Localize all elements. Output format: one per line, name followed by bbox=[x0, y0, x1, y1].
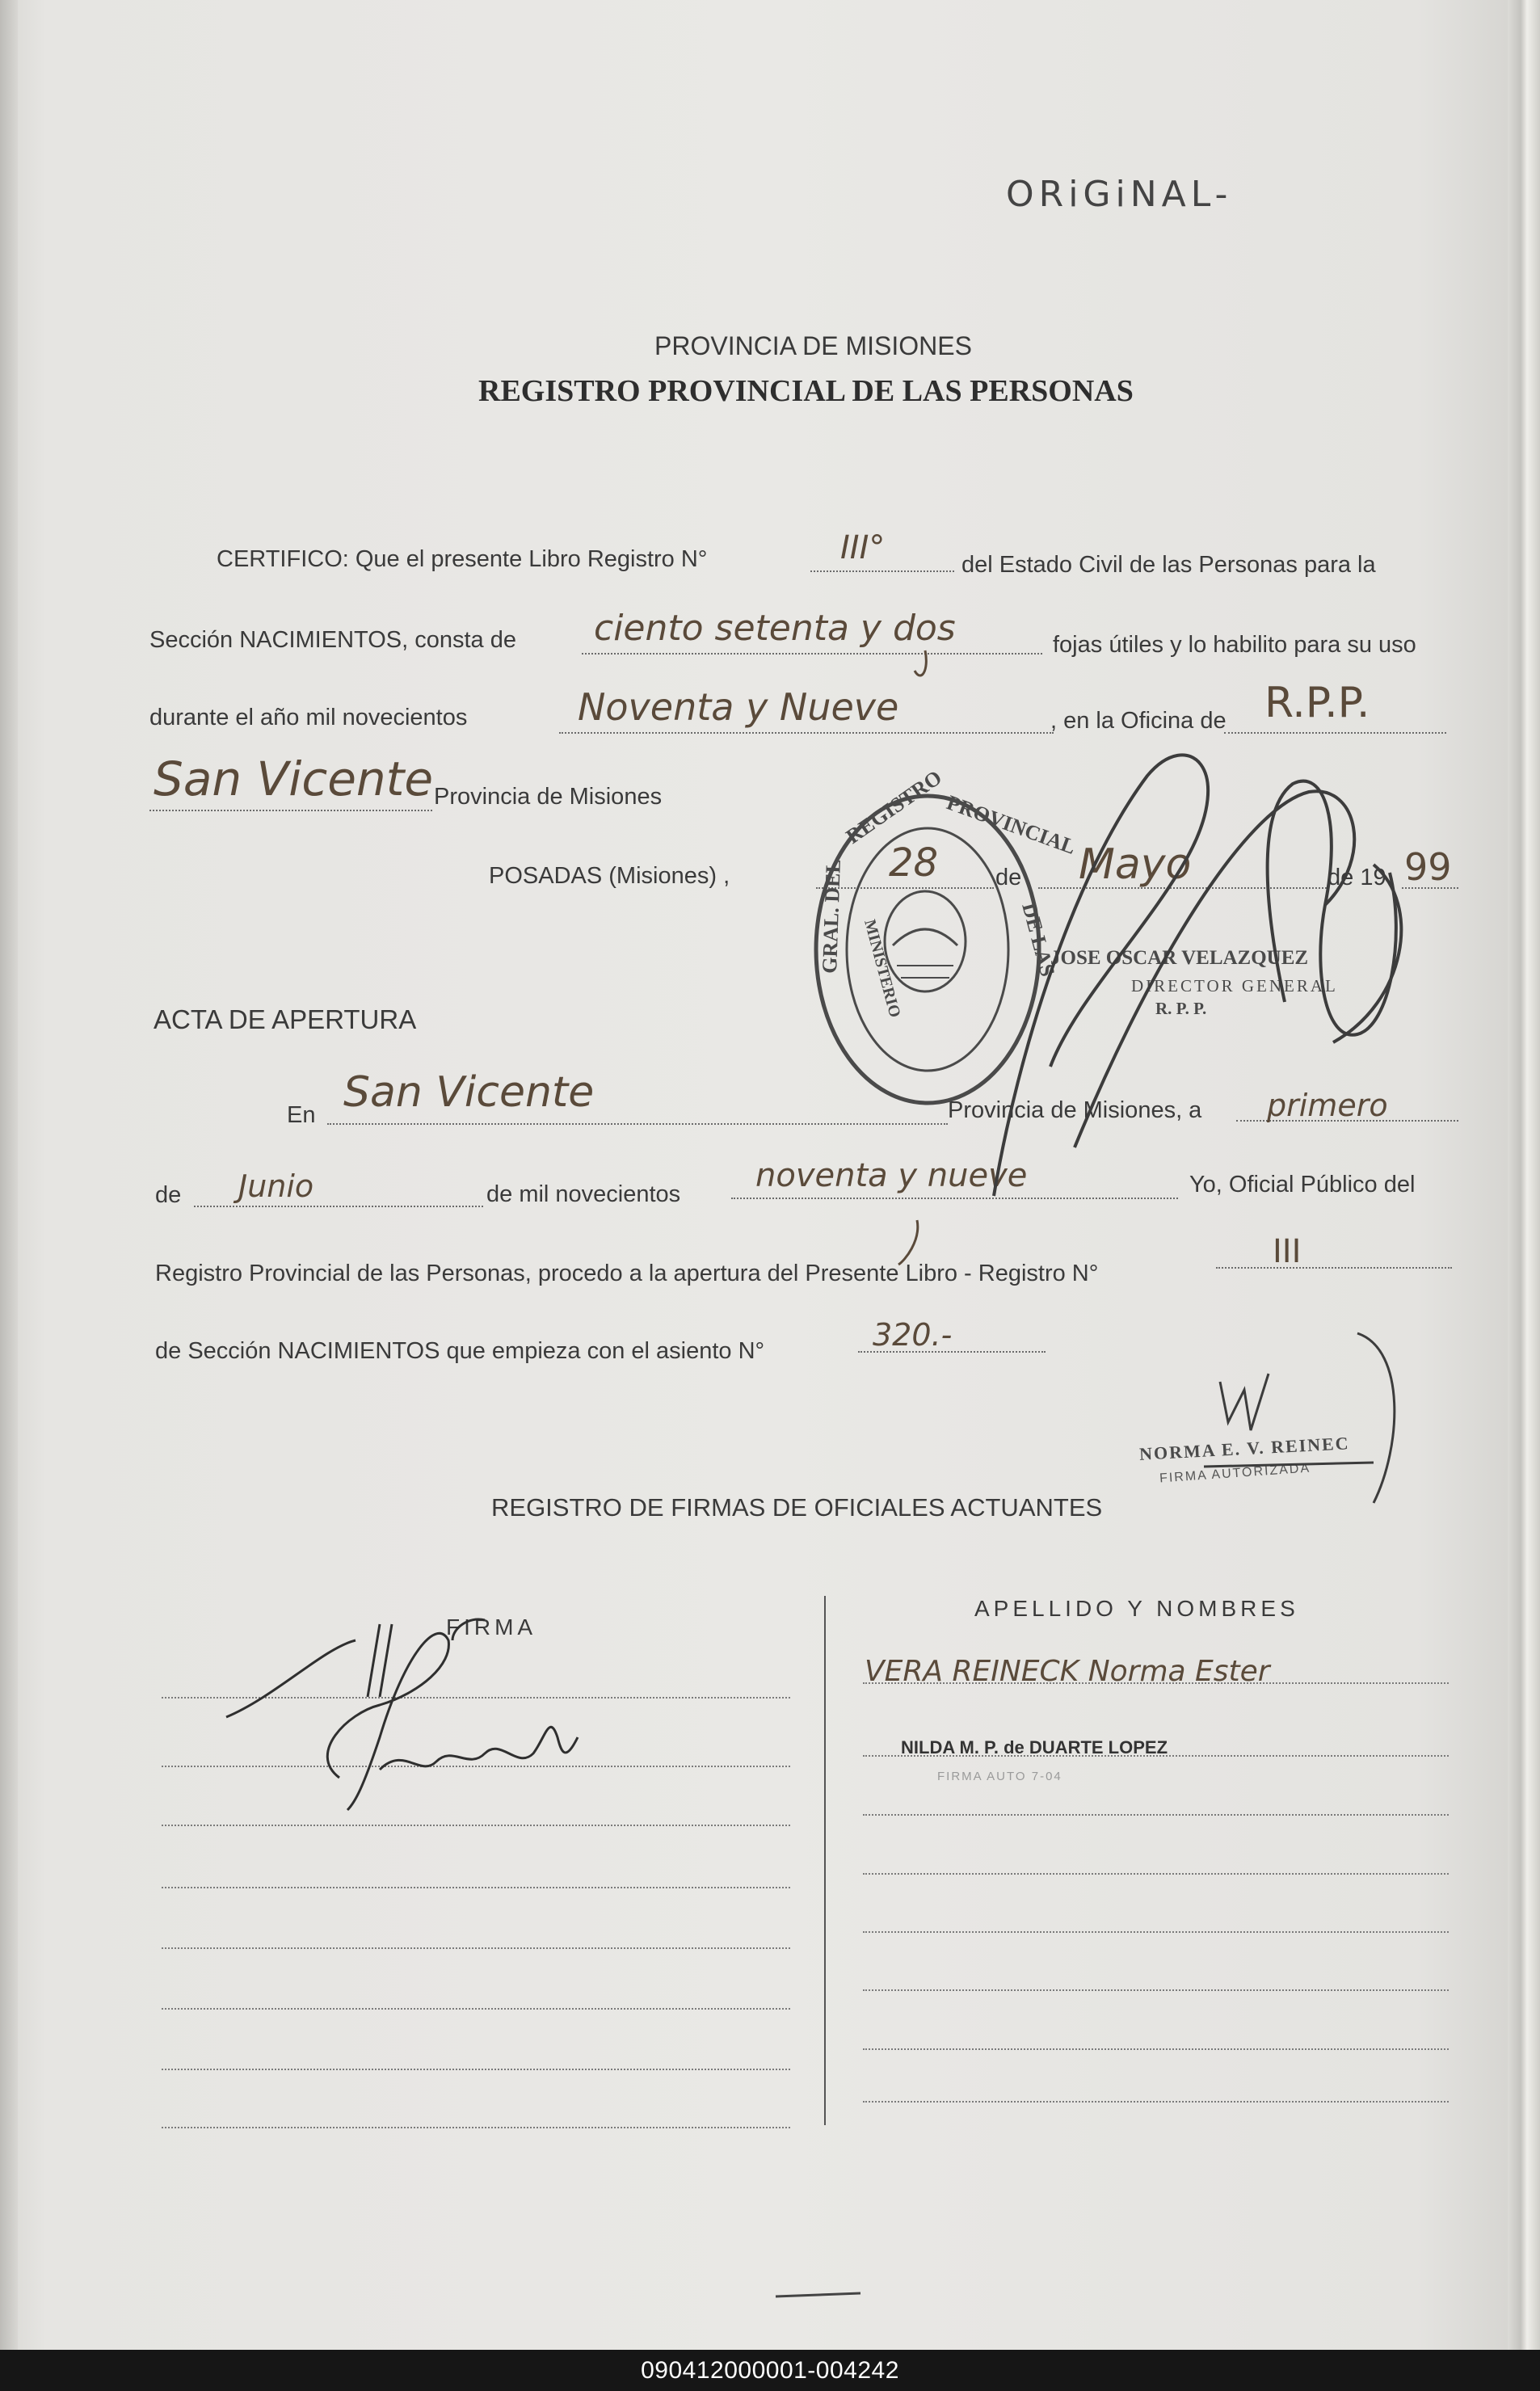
officer-signature bbox=[226, 1619, 578, 1810]
year-suffix-hand: 99 bbox=[1404, 845, 1452, 889]
col-signature-label: FIRMA bbox=[446, 1614, 537, 1640]
stamp-signer-name: JOSE OSCAR VELAZQUEZ bbox=[1050, 947, 1309, 969]
opening-year-label: de mil novecientos bbox=[486, 1181, 681, 1207]
authorized-label-stamp: FIRMA AUTORIZADA bbox=[1159, 1461, 1311, 1486]
opening-year-hand: noventa y nueve bbox=[755, 1157, 1028, 1194]
signatures-heading: REGISTRO DE FIRMAS DE OFICIALES ACTUANTES bbox=[491, 1493, 1103, 1522]
cert-line1-a: CERTIFICO: Que el presente Libro Registro N° bbox=[217, 546, 708, 572]
svg-text:REGISTRO: REGISTRO bbox=[841, 765, 946, 848]
opening-line4: de Sección NACIMIENTOS que empieza con el asiento N° bbox=[155, 1338, 765, 1364]
official-seal bbox=[816, 796, 1039, 1103]
cert-line1-b: del Estado Civil de las Personas para la bbox=[961, 552, 1376, 578]
svg-text:PROVINCIAL: PROVINCIAL bbox=[943, 790, 1079, 859]
year-flourish bbox=[898, 1220, 918, 1265]
opening-heading: ACTA DE APERTURA bbox=[154, 1004, 417, 1034]
date-de-label: de bbox=[995, 865, 1022, 890]
opening-place-hand: San Vicente bbox=[343, 1068, 595, 1117]
authorized-name-stamp: NORMA E. V. REINEC bbox=[1138, 1433, 1351, 1464]
svg-text:MINISTERIO: MINISTERIO bbox=[860, 917, 904, 1020]
opening-month-hand: Junio bbox=[238, 1168, 314, 1204]
opening-en-label: En bbox=[287, 1102, 316, 1128]
year-prefix: de 19 bbox=[1328, 865, 1386, 890]
opening-province-label: Provincia de Misiones, a bbox=[948, 1097, 1202, 1123]
office-hand: R.P.P. bbox=[1264, 679, 1370, 727]
cert-line3-a: durante el año mil novecientos bbox=[149, 705, 468, 730]
year-words-hand: Noventa y Nueve bbox=[578, 685, 899, 729]
bottom-mark bbox=[776, 2293, 860, 2296]
cert-line4-b: Provincia de Misiones bbox=[434, 784, 663, 810]
director-signature bbox=[994, 755, 1401, 1196]
city-hand: San Vicente bbox=[154, 751, 434, 806]
cert-line3-b: , en la Oficina de bbox=[1050, 708, 1227, 734]
place-date-label: POSADAS (Misiones) , bbox=[489, 863, 730, 889]
day-hand: 28 bbox=[889, 840, 939, 886]
entry2-name-stamp: NILDA M. P. de DUARTE LOPEZ bbox=[901, 1737, 1168, 1757]
pages-flourish bbox=[915, 650, 926, 676]
pages-count-hand: ciento setenta y dos bbox=[594, 608, 956, 649]
svg-text:DE LAS: DE LAS bbox=[1017, 900, 1060, 979]
opening-officer-text: Yo, Oficial Público del bbox=[1189, 1172, 1416, 1198]
book-number-hand: III° bbox=[840, 529, 886, 566]
svg-text:GRAL. DEL: GRAL. DEL bbox=[818, 858, 845, 975]
cert-line2-b: fojas útiles y lo habilito para su uso bbox=[1053, 632, 1416, 658]
opening-book-hand: III bbox=[1273, 1233, 1302, 1270]
archive-code-footer: 090412000001-004242 bbox=[0, 2350, 1540, 2391]
stamp-signer-role: DIRECTOR GENERAL bbox=[1131, 976, 1338, 996]
opening-de-label: de bbox=[155, 1182, 182, 1208]
opening-day-hand: primero bbox=[1267, 1088, 1388, 1123]
stamp-signer-office: R. P. P. bbox=[1155, 999, 1207, 1018]
province-header: PROVINCIA DE MISIONES bbox=[654, 331, 972, 360]
entry2-sub-stamp: FIRMA AUTO 7-04 bbox=[937, 1770, 1062, 1783]
registry-title: REGISTRO PROVINCIAL DE LAS PERSONAS bbox=[478, 374, 1134, 408]
original-mark: ORiGiNAL- bbox=[1006, 174, 1233, 215]
authorized-initials bbox=[1204, 1333, 1395, 1503]
month-hand: Mayo bbox=[1079, 840, 1192, 889]
entry1-name-hand: VERA REINECK Norma Ester bbox=[865, 1655, 1270, 1688]
opening-entry-hand: 320.- bbox=[873, 1317, 953, 1353]
opening-line3: Registro Provincial de las Personas, procedo a la apertura del Presente Libro - Registro N° bbox=[155, 1261, 1099, 1286]
cert-line2-a: Sección NACIMIENTOS, consta de bbox=[149, 627, 516, 653]
col-names-label: APELLIDO Y NOMBRES bbox=[974, 1596, 1299, 1621]
